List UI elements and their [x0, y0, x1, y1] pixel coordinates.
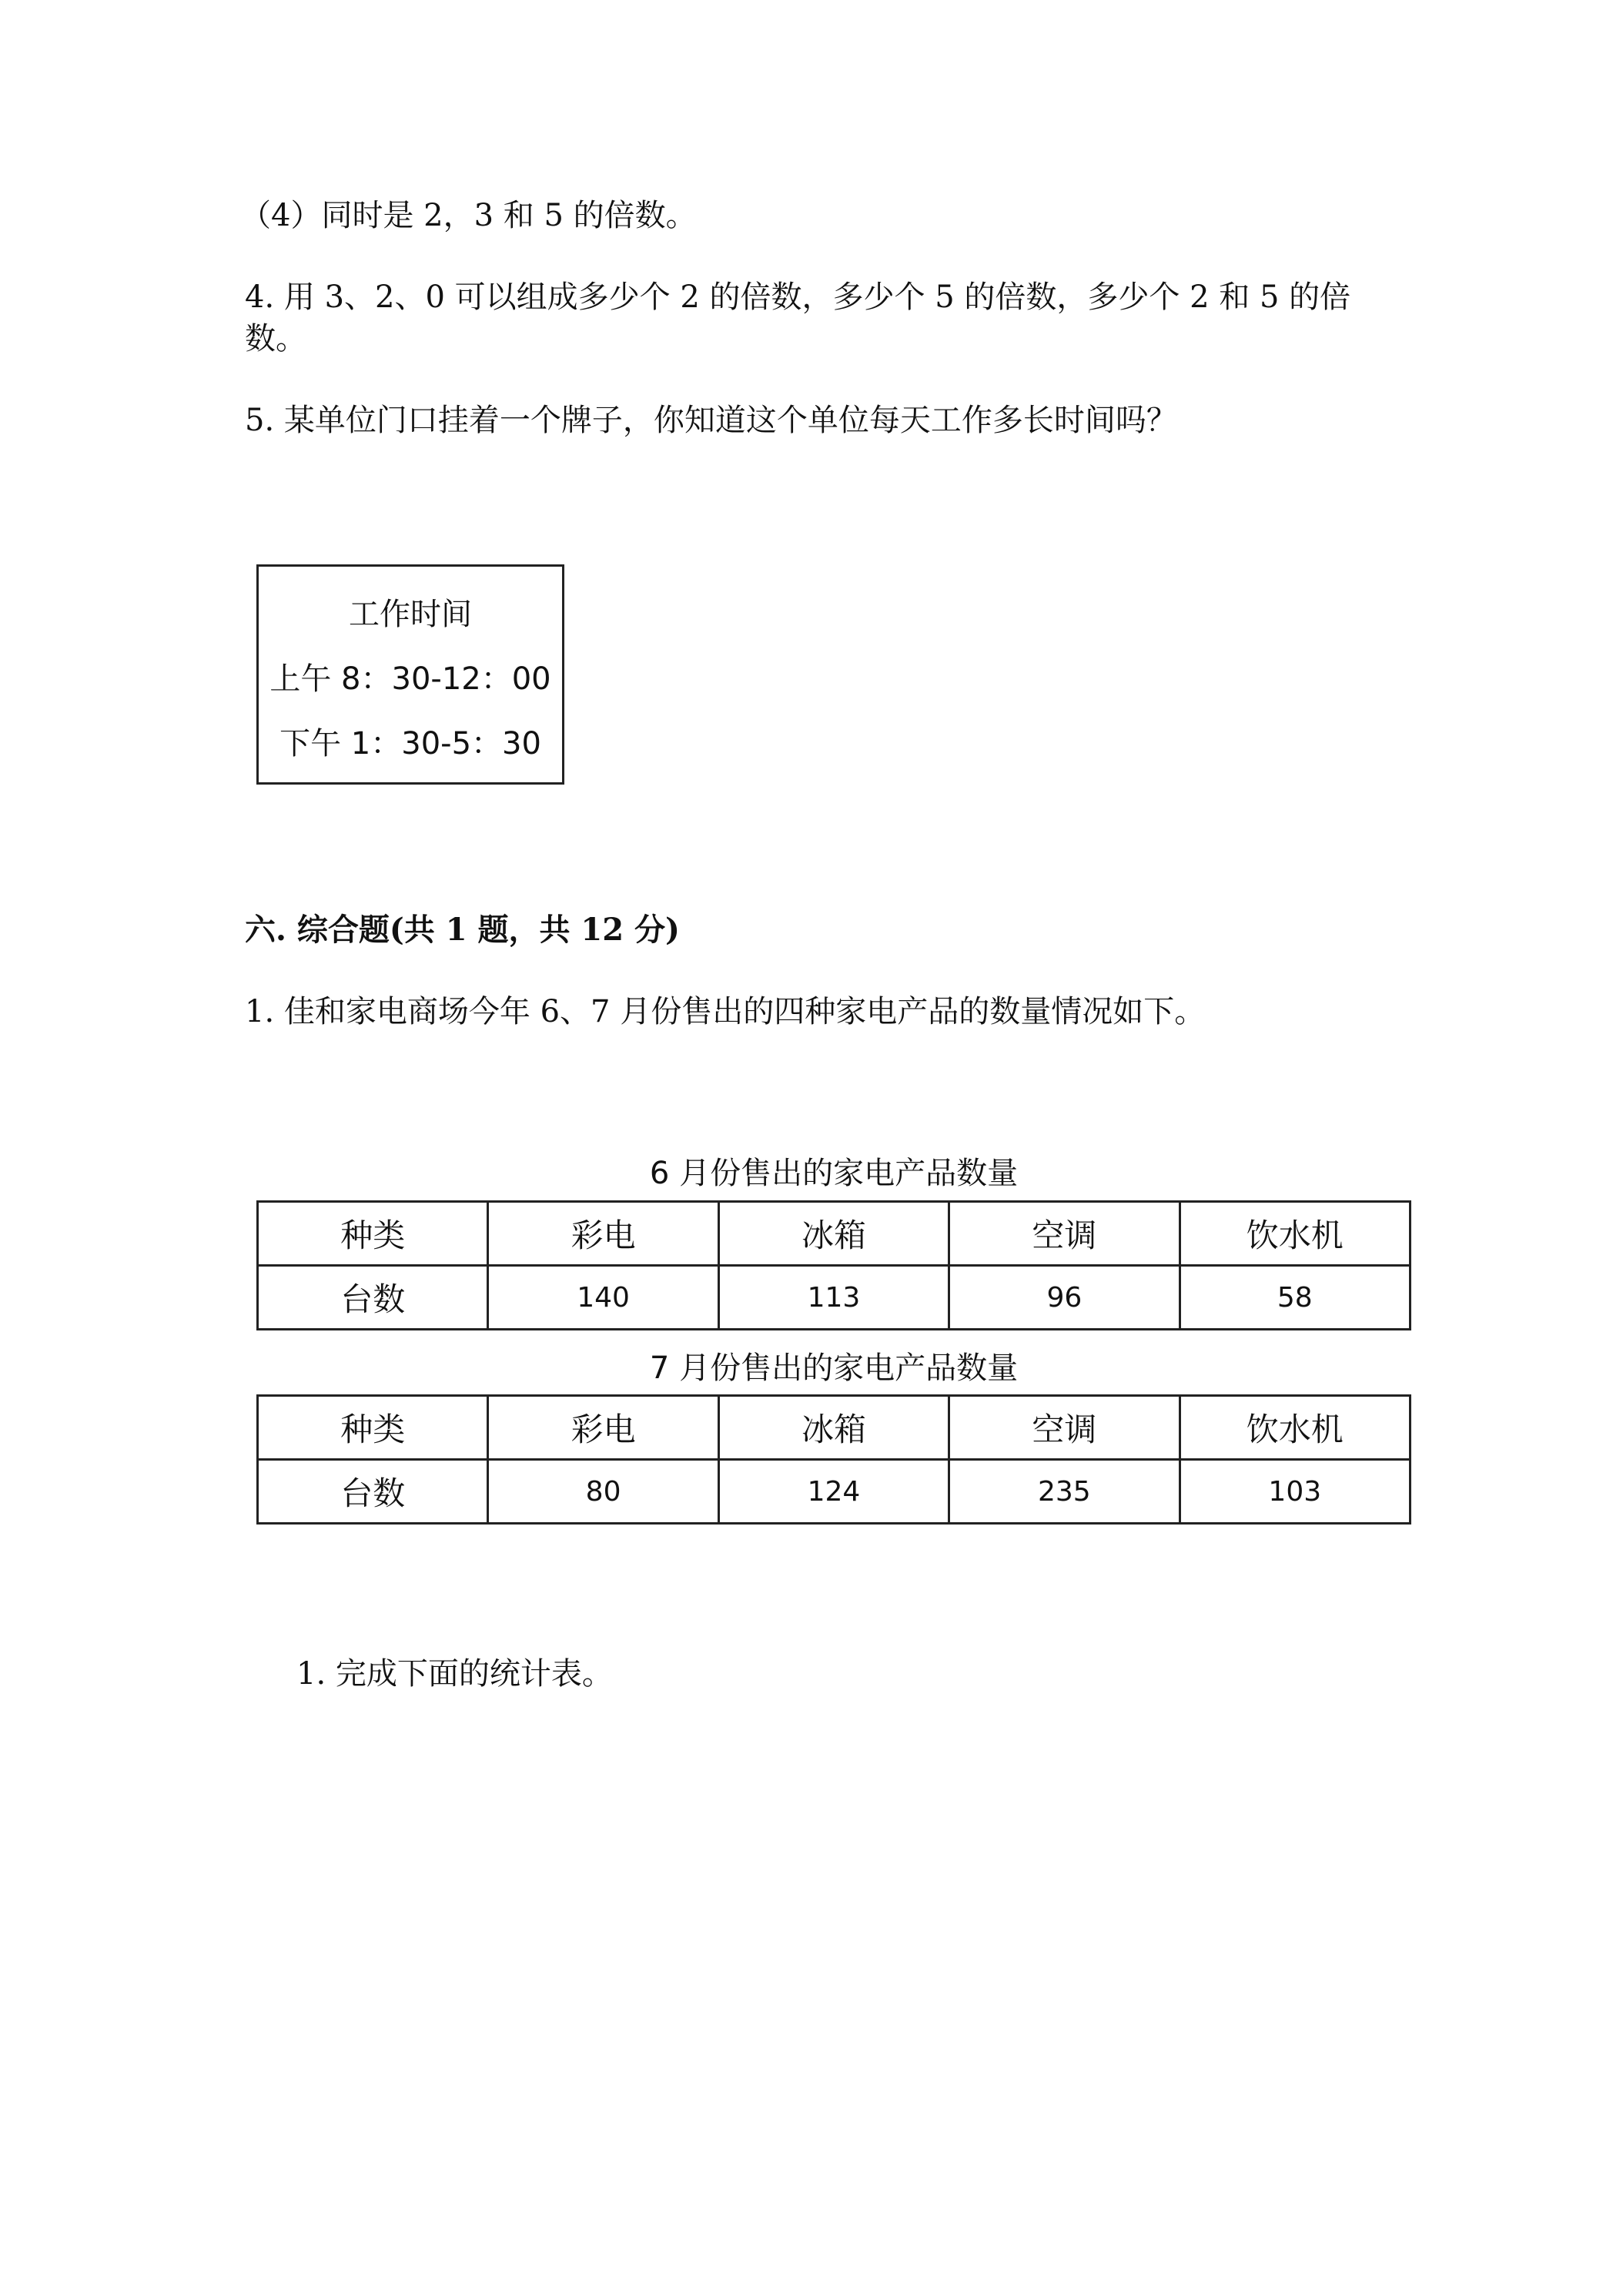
table-row: [258, 1266, 1411, 1330]
section-6-heading: 六. 综合题(共 1 题，共 12 分): [245, 912, 680, 948]
header-cell: 彩电: [488, 1202, 718, 1266]
header-cell: 空调: [949, 1396, 1180, 1460]
value-cell: 113: [718, 1266, 949, 1330]
june-table-title: 6 月份售出的家电产品数量: [649, 1156, 1019, 1191]
row-label-cell: 台数: [258, 1266, 488, 1330]
header-cell: 种类: [258, 1202, 488, 1266]
question-5: 5. 某单位门口挂着一个牌子，你知道这个单位每天工作多长时间吗？: [245, 403, 1177, 438]
sign-morning-hours: 上午 8：30-12：00: [269, 661, 551, 697]
value-cell: 58: [1180, 1266, 1410, 1330]
question-4-line-2: 数。: [245, 321, 306, 356]
question-4-line-1: 4. 用 3、2、0 可以组成多少个 2 的倍数，多少个 5 的倍数，多少个 2 和 5 的倍: [245, 279, 1351, 315]
table-header-row: [258, 1202, 1411, 1266]
header-cell: 冰箱: [718, 1202, 949, 1266]
header-cell: 空调: [949, 1202, 1180, 1266]
table-header-row: [258, 1396, 1411, 1460]
section-6-question-1: 1. 佳和家电商场今年 6、7 月份售出的四种家电产品的数量情况如下。: [245, 994, 1206, 1029]
sign-afternoon-hours: 下午 1：30-5：30: [279, 726, 541, 761]
header-cell: 饮水机: [1180, 1202, 1410, 1266]
work-time-sign: [256, 564, 564, 785]
july-sales-table: [256, 1394, 1411, 1525]
header-cell: 彩电: [488, 1396, 718, 1460]
sign-title: 工作时间: [349, 597, 472, 632]
value-cell: 103: [1180, 1460, 1410, 1524]
value-cell: 96: [949, 1266, 1180, 1330]
value-cell: 235: [949, 1460, 1180, 1524]
value-cell: 80: [488, 1460, 718, 1524]
header-cell: 冰箱: [718, 1396, 949, 1460]
july-table-title: 7 月份售出的家电产品数量: [649, 1350, 1019, 1386]
table-row: [258, 1460, 1411, 1524]
row-label-cell: 台数: [258, 1460, 488, 1524]
question-3-part-4: （4）同时是 2，3 和 5 的倍数。: [240, 198, 697, 233]
value-cell: 140: [488, 1266, 718, 1330]
value-cell: 124: [718, 1460, 949, 1524]
sub-question-1: 1. 完成下面的统计表。: [296, 1656, 613, 1692]
june-sales-table: [256, 1200, 1411, 1330]
header-cell: 种类: [258, 1396, 488, 1460]
header-cell: 饮水机: [1180, 1396, 1410, 1460]
